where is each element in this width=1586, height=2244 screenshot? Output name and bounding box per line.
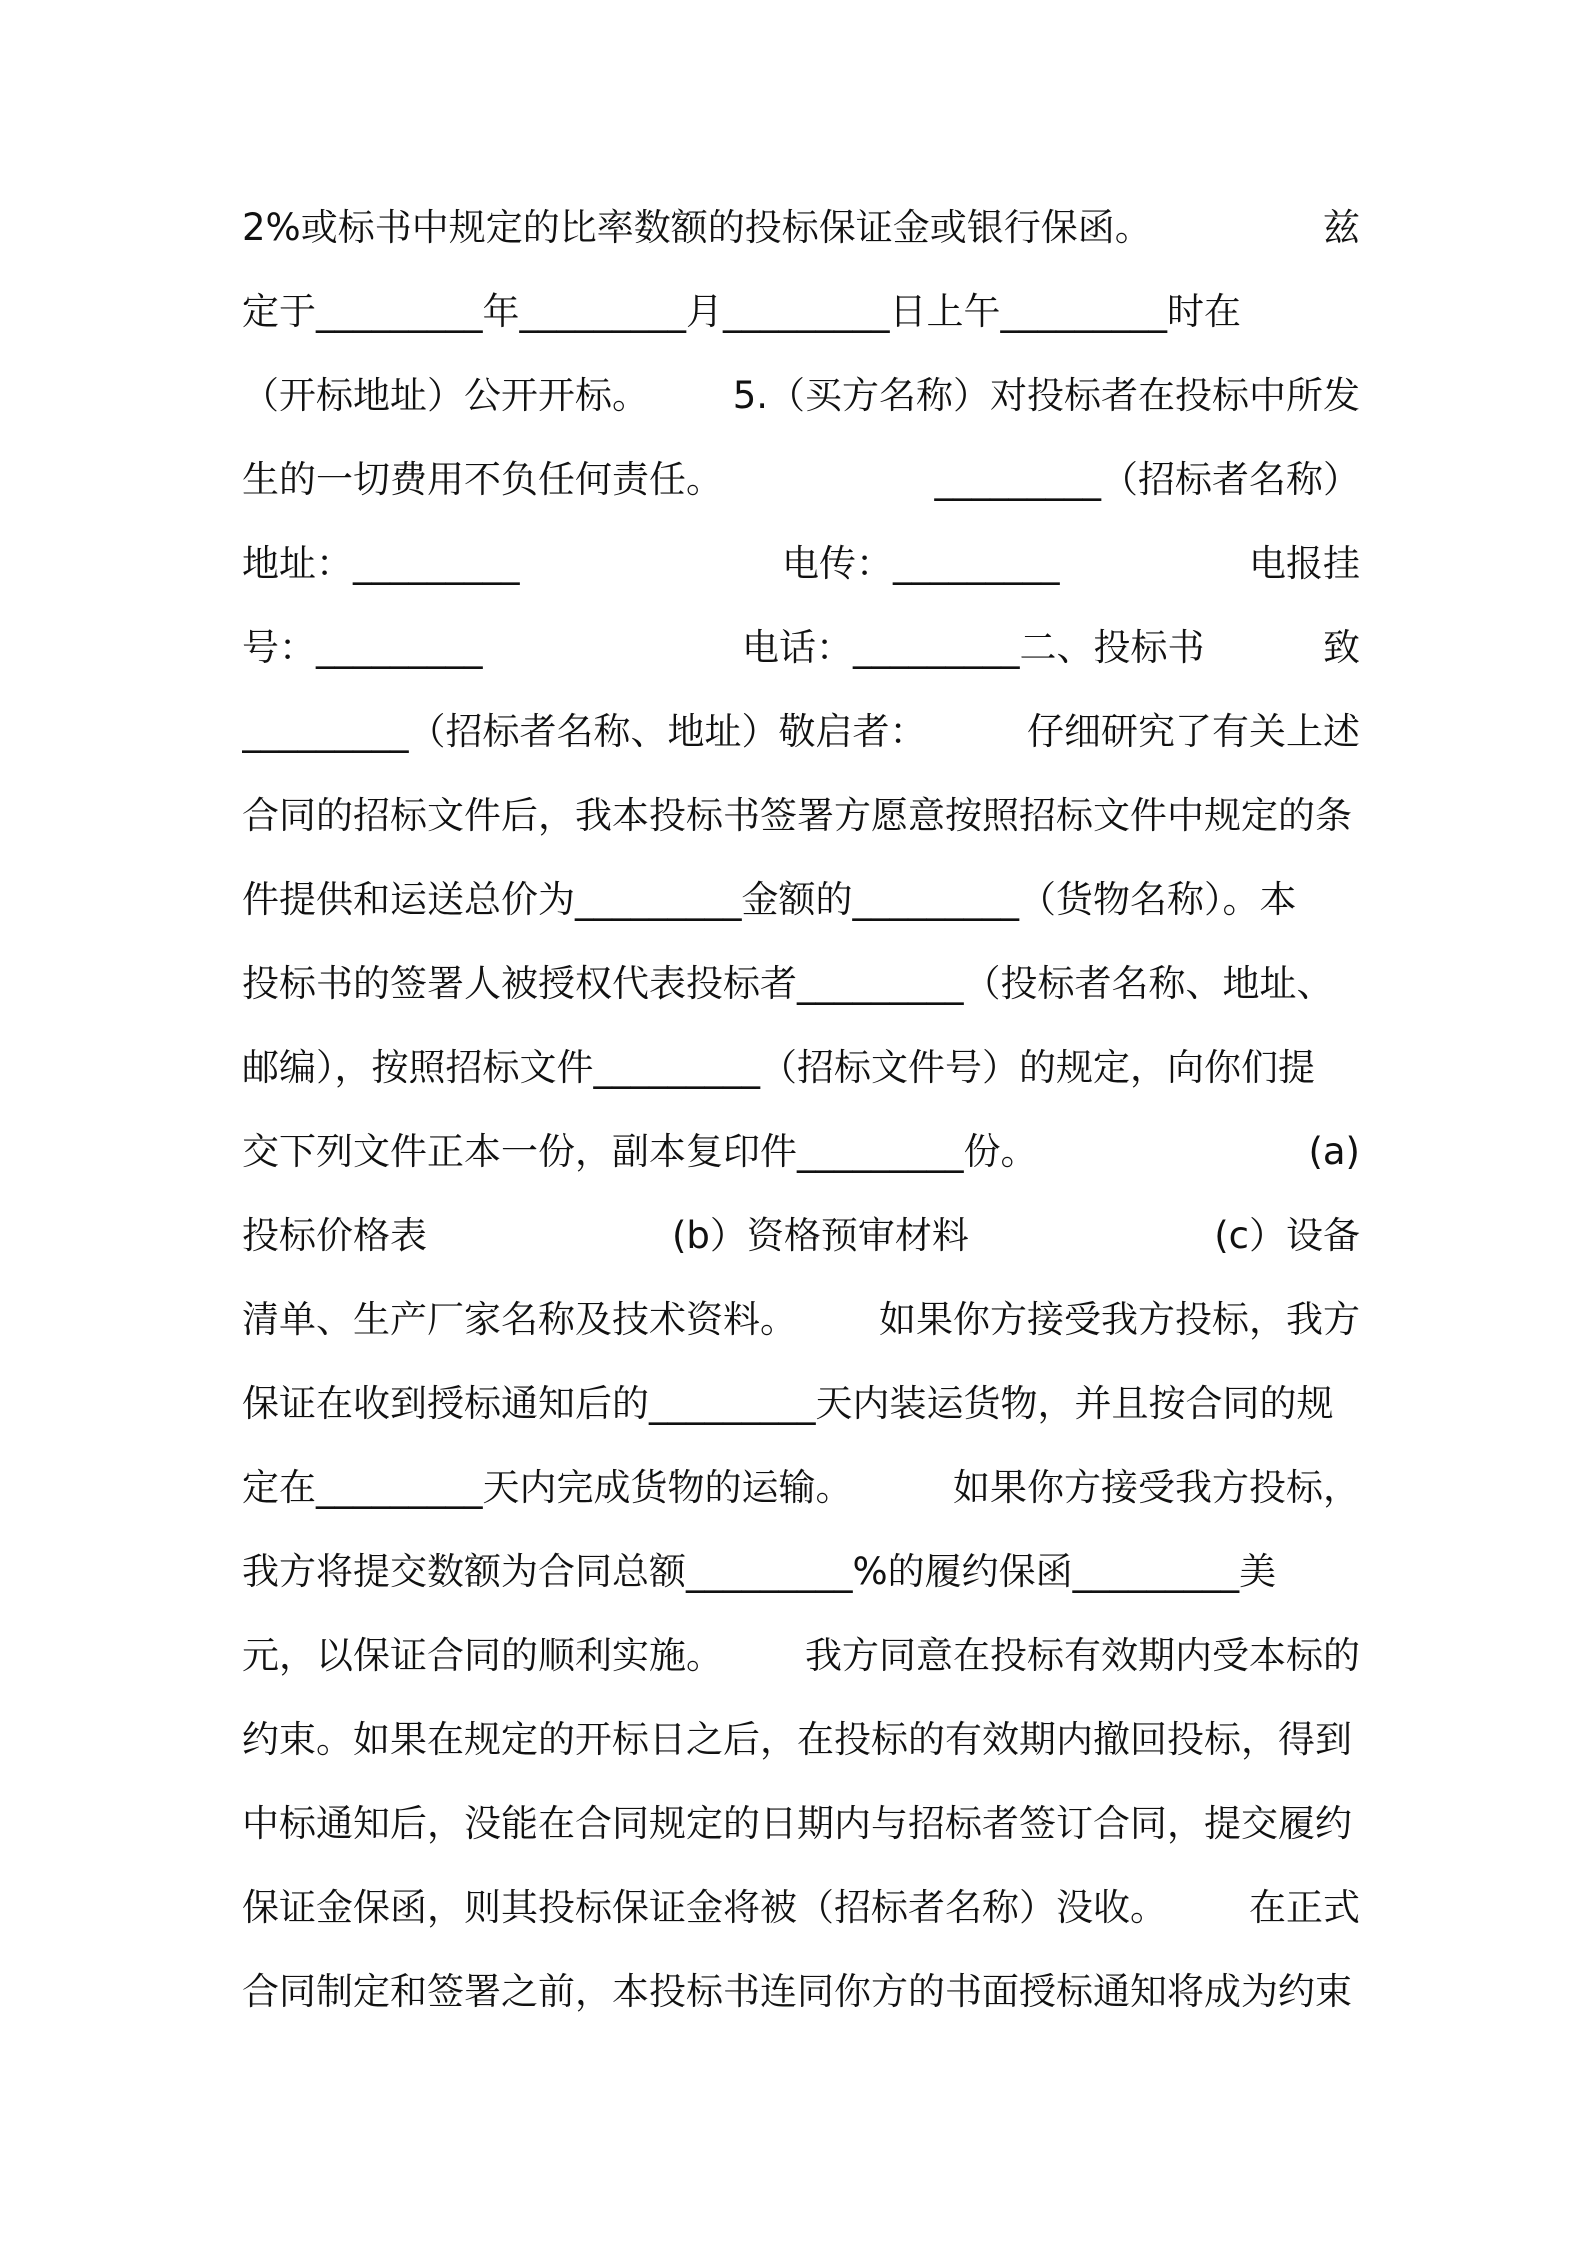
- text-line: [242, 198, 1360, 258]
- text-segment: _________（招标者名称、地址）敬启者：: [242, 710, 927, 753]
- text-segment: 兹: [1323, 206, 1360, 249]
- text-segment: 保证在收到授标通知后的_________天内装运货物，并且按合同的规: [242, 1382, 1334, 1425]
- text-segment: 投标书的签署人被授权代表投标者_________（投标者名称、地址、: [242, 962, 1334, 1005]
- text-segment: （开标地址）公开开标。: [242, 374, 649, 417]
- text-segment: 件提供和运送总价为_________金额的_________（货物名称）。本: [242, 878, 1297, 921]
- text-segment: 电话：_________二、投标书: [742, 626, 1205, 669]
- text-line: [242, 1794, 1360, 1854]
- text-segment: 我方将提交数额为合同总额_________%的履约保函_________美: [242, 1550, 1277, 1593]
- text-line: [242, 702, 1360, 762]
- text-segment: _________（招标者名称）: [934, 458, 1360, 501]
- text-segment: 邮编），按照招标文件_________（招标文件号）的规定，向你们提: [242, 1046, 1315, 1089]
- text-segment: 5.（买方名称）对投标者在投标中所发: [732, 374, 1360, 417]
- text-segment: 合同的招标文件后，我本投标书签署方愿意按照招标文件中规定的条: [242, 794, 1352, 837]
- text-segment: (b）资格预审材料: [672, 1214, 969, 1257]
- text-segment: 如果你方接受我方投标，我方: [879, 1298, 1360, 1341]
- text-segment: 定于_________年_________月_________日上午_________时在: [242, 290, 1241, 333]
- text-segment: 投标价格表: [242, 1214, 427, 1257]
- text-segment: 元，以保证合同的顺利实施。: [242, 1634, 723, 1677]
- text-line: [242, 1374, 1360, 1434]
- text-line: [242, 1458, 1360, 1518]
- text-line: [242, 282, 1360, 342]
- text-line: [242, 786, 1360, 846]
- text-segment: 约束。如果在规定的开标日之后，在投标的有效期内撤回投标，得到: [242, 1718, 1352, 1761]
- text-segment: 我方同意在投标有效期内受本标的: [805, 1634, 1360, 1677]
- text-segment: 致: [1323, 626, 1360, 669]
- text-segment: (c）设备: [1214, 1214, 1360, 1257]
- text-segment: 电传：_________: [782, 542, 1060, 585]
- text-segment: 在正式: [1249, 1886, 1360, 1929]
- text-segment: (a): [1308, 1130, 1360, 1173]
- text-line: [242, 1206, 1360, 1266]
- text-line: [242, 618, 1360, 678]
- text-segment: 定在_________天内完成货物的运输。: [242, 1466, 853, 1509]
- text-line: [242, 1122, 1360, 1182]
- text-line: [242, 450, 1360, 510]
- text-segment: 如果你方接受我方投标，: [953, 1466, 1360, 1509]
- text-line: [242, 1962, 1360, 2022]
- text-segment: 2%或标书中规定的比率数额的投标保证金或银行保函。: [242, 206, 1152, 249]
- text-segment: 交下列文件正本一份，副本复印件_________份。: [242, 1130, 1038, 1173]
- text-segment: 号：_________: [242, 626, 483, 669]
- text-line: [242, 1626, 1360, 1686]
- text-segment: 地址：_________: [242, 542, 520, 585]
- text-line: [242, 366, 1360, 426]
- text-segment: 保证金保函，则其投标保证金将被（招标者名称）没收。: [242, 1886, 1167, 1929]
- text-line: [242, 954, 1360, 1014]
- text-line: [242, 1878, 1360, 1938]
- text-line: [242, 534, 1360, 594]
- text-line: [242, 1038, 1360, 1098]
- text-line: [242, 1290, 1360, 1350]
- text-segment: 清单、生产厂家名称及技术资料。: [242, 1298, 797, 1341]
- text-line: [242, 1542, 1360, 1602]
- text-line: [242, 870, 1360, 930]
- text-line: [242, 1710, 1360, 1770]
- text-segment: 电报挂: [1249, 542, 1360, 585]
- text-segment: 仔细研究了有关上述: [1027, 710, 1360, 753]
- text-segment: 生的一切费用不负任何责任。: [242, 458, 723, 501]
- text-segment: 合同制定和签署之前，本投标书连同你方的书面授标通知将成为约束: [242, 1970, 1352, 2013]
- text-segment: 中标通知后，没能在合同规定的日期内与招标者签订合同，提交履约: [242, 1802, 1352, 1845]
